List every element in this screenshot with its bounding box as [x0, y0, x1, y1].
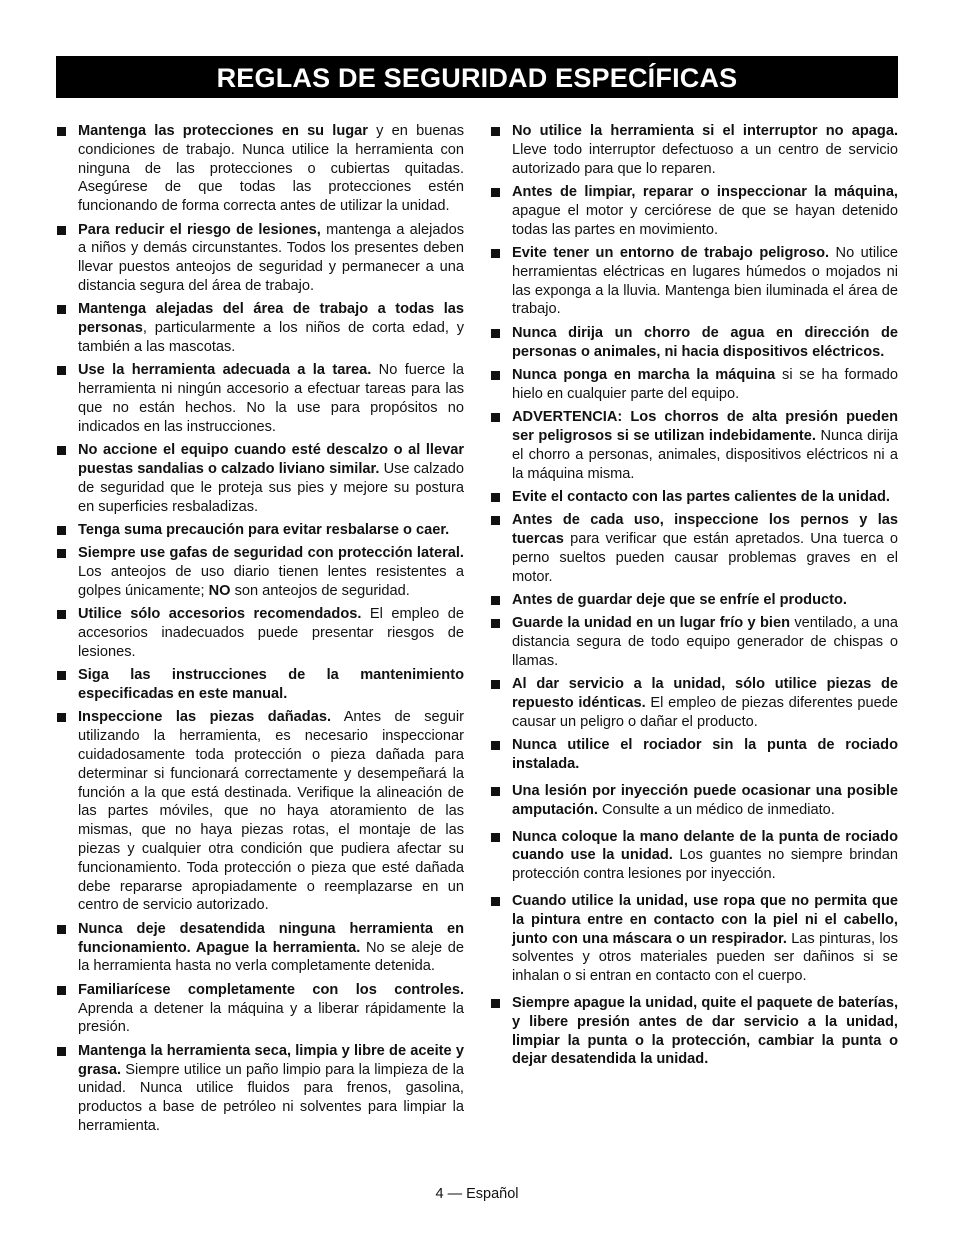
item-text: Nunca dirija el chorro a personas, animales, dispositivos eléctricos ni a la máquina misma.	[512, 427, 898, 482]
item-text: Las pinturas, los solventes y otros materiales pueden ser dañinos si se inhalan o si entran en contacto con el cuerpo.	[512, 930, 898, 985]
list-item	[56, 920, 464, 976]
square-bullet-icon	[57, 1047, 66, 1056]
square-bullet-icon	[491, 833, 500, 842]
list-item	[56, 666, 464, 704]
square-bullet-icon	[57, 713, 66, 722]
square-bullet-icon	[491, 329, 500, 338]
item-heading: Familiarícese completamente con los controles.	[78, 981, 464, 998]
square-bullet-icon	[57, 610, 66, 619]
item-text: Siempre utilice un paño limpio para la limpieza de la unidad. Nunca utilice fluidos para frenos, gasolina, productos a base de petróleo ni solventes para limpiar la herramienta.	[78, 1061, 464, 1134]
item-heading: Antes de limpiar, reparar o inspeccionar la máquina,	[512, 183, 898, 200]
square-bullet-icon	[57, 305, 66, 314]
item-heading: Mantenga la herramienta seca, limpia y libre de aceite y grasa.	[78, 1042, 464, 1078]
square-bullet-icon	[57, 526, 66, 535]
list-item	[56, 708, 464, 915]
list-item	[56, 441, 464, 516]
list-item	[490, 408, 898, 483]
item-heading: Inspeccione las piezas dañadas.	[78, 709, 331, 726]
item-text: , particularmente a los niños de corta edad, y también a las mascotas.	[78, 320, 464, 355]
list-item	[490, 183, 898, 239]
list-item	[56, 361, 464, 436]
square-bullet-icon	[57, 986, 66, 995]
list-item	[490, 488, 898, 507]
list-item	[490, 828, 898, 884]
list-item	[56, 1042, 464, 1136]
item-text: Use calzado de seguridad que le proteja sus pies y mejore su postura en superficies resbaladizas.	[78, 460, 464, 515]
list-item	[490, 244, 898, 319]
item-heading: Mantenga las protecciones en su lugar	[78, 123, 368, 139]
item-text: si se ha formado hielo en cualquier parte del equipo.	[512, 366, 898, 402]
item-text: No se aleje de la herramienta hasta no verla completamente detenida.	[78, 939, 465, 975]
item-heading: Nunca coloque la mano delante de la punta de rociado cuando use la unidad.	[512, 828, 898, 864]
square-bullet-icon	[57, 671, 66, 680]
list-item	[490, 675, 898, 731]
item-heading: Nunca dirija un chorro de agua en dirección de personas o animales, ni hacia dispositivos eléctricos.	[512, 324, 898, 360]
square-bullet-icon	[491, 897, 500, 906]
list-item	[490, 892, 898, 986]
square-bullet-icon	[57, 226, 66, 235]
square-bullet-icon	[491, 999, 500, 1008]
left-column	[56, 122, 464, 1140]
item-text: Los anteojos de uso diario tienen lentes resistentes a golpes únicamente;	[78, 564, 464, 599]
square-bullet-icon	[57, 925, 66, 934]
item-heading: No accione el equipo cuando esté descalzo o al llevar puestas sandalias o calzado liviano similar.	[78, 442, 464, 477]
list-item	[56, 300, 464, 356]
item-heading: Nunca deje desatendida ninguna herramienta en funcionamiento. Apague la herramienta.	[78, 920, 464, 956]
square-bullet-icon	[491, 596, 500, 605]
item-text: No fuerce la herramienta ni ningún accesorio a efectuar tareas para las que no están hechos. No la use para propósitos no indicados en las instrucciones.	[78, 362, 464, 435]
square-bullet-icon	[491, 680, 500, 689]
square-bullet-icon	[57, 549, 66, 558]
list-item	[490, 736, 898, 774]
item-text: para verificar que están apretados. Una tuerca o perno sueltos pueden causar problemas graves en el motor.	[512, 531, 898, 585]
item-heading: ADVERTENCIA: Los chorros de alta presión pueden ser peligrosos si se utilizan indebidamente.	[512, 409, 898, 444]
item-text: El empleo de piezas diferentes puede causar un peligro o dañar el producto.	[512, 695, 898, 731]
page-title: REGLAS DE SEGURIDAD ESPECÍFICAS	[216, 63, 738, 93]
item-text: No utilice herramientas eléctricas en lugares húmedos o mojados ni las exponga a la lluvia. Mantenga bien iluminada el área de trabajo.	[512, 244, 898, 318]
item-text: Aprenda a detener la máquina y a liberar rápidamente la presión.	[78, 1000, 464, 1036]
list-item	[490, 122, 898, 178]
item-text: son anteojos de seguridad.	[230, 582, 410, 599]
list-item	[56, 981, 464, 1037]
item-emphasis: NO	[208, 582, 231, 599]
item-heading: Siga las instrucciones de la mantenimiento especificadas en este manual.	[78, 667, 464, 703]
item-heading: Para reducir el riesgo de lesiones,	[78, 221, 321, 238]
list-item	[56, 605, 464, 661]
list-item	[56, 544, 464, 600]
item-heading: Al dar servicio a la unidad, sólo utilice piezas de repuesto idénticas.	[512, 676, 898, 712]
item-text: Consulte a un médico de inmediato.	[597, 801, 835, 818]
list-item	[490, 324, 898, 362]
item-text: mantenga a alejados a niños y demás circunstantes. Todos los presentes deben llevar puestos anteojos de seguridad y permanecer a una distancia segura del área de trabajo.	[78, 221, 464, 294]
item-heading: Antes de guardar deje que se enfríe el producto.	[512, 592, 847, 609]
list-item	[56, 122, 464, 216]
square-bullet-icon	[491, 493, 500, 502]
square-bullet-icon	[491, 127, 500, 136]
item-heading: Cuando utilice la unidad, use ropa que no permita que la pintura entre en contacto con la piel ni el cabello, junto con una máscara o un respirador.	[512, 893, 898, 947]
item-text: Los guantes no siempre brindan protección contra lesiones por inyección.	[512, 847, 898, 883]
list-item	[490, 994, 898, 1069]
item-heading: Antes de cada uso, inspeccione los pernos y las tuercas	[512, 512, 898, 548]
item-heading: Nunca ponga en marcha la máquina	[512, 366, 776, 383]
section-title-bar	[56, 56, 898, 98]
item-text: apague el motor y cerciórese de que se hayan detenido todas las partes en movimiento.	[512, 202, 898, 238]
item-text: y en buenas condiciones de trabajo. Nunca utilice la herramienta con ninguna de las protecciones o cubiertas quitadas. Asegúrese de que todas las protecciones estén funcionando de forma correcta antes de utilizar la unidad.	[78, 123, 464, 215]
square-bullet-icon	[57, 127, 66, 136]
square-bullet-icon	[491, 188, 500, 197]
list-item	[56, 221, 464, 296]
square-bullet-icon	[491, 516, 500, 525]
square-bullet-icon	[491, 787, 500, 796]
list-item	[490, 591, 898, 610]
item-heading: Guarde la unidad en un lugar frío y bien	[512, 615, 791, 632]
item-heading: Siempre apague la unidad, quite el paquete de baterías, y libere presión antes de dar servicio a la unidad, limpiar la punta o la protección, cambiar la punta o dejar desatendida la unidad.	[512, 995, 898, 1068]
list-item	[490, 782, 898, 820]
square-bullet-icon	[491, 741, 500, 750]
item-heading: Una lesión por inyección puede ocasionar una posible amputación.	[512, 783, 898, 818]
list-item	[490, 366, 898, 404]
item-heading: No utilice la herramienta si el interruptor no apaga.	[512, 123, 898, 139]
page-footer: 4 — Español	[435, 1186, 519, 1202]
item-heading: Mantenga alejadas del área de trabajo a todas las personas	[78, 301, 464, 337]
item-text: El empleo de accesorios inadecuados puede presentar riesgos de lesiones.	[78, 606, 464, 660]
list-item	[490, 511, 898, 586]
square-bullet-icon	[491, 413, 500, 422]
item-heading: Siempre use gafas de seguridad con protección lateral.	[78, 545, 464, 562]
item-heading: Tenga suma precaución para evitar resbalarse o caer.	[78, 521, 450, 538]
list-item	[56, 521, 464, 540]
item-text: Antes de seguir utilizando la herramienta, es necesario inspeccionar cuidadosamente toda protección o pieza dañada para determinar si funcionará correctamente y desempeñará la función a la que está destinada. Verifique la alineación de las partes móviles, que no haya atoramiento de las mismas, que no haya piezas rotas, el montaje de las piezas y cualquier otra condición que pudiera afectar su funcionamiento. Toda protección o pieza que esté dañada debe repararse apropiadamente o reemplazarse en un centro de servicio autorizado.	[78, 709, 464, 914]
right-column	[490, 122, 898, 1074]
square-bullet-icon	[491, 371, 500, 380]
item-heading: Evite el contacto con las partes calientes de la unidad.	[512, 488, 890, 505]
item-text: Lleve todo interruptor defectuoso a un centro de servicio autorizado para que lo reparen.	[512, 141, 898, 177]
square-bullet-icon	[491, 249, 500, 258]
square-bullet-icon	[491, 619, 500, 628]
list-item	[490, 614, 898, 670]
item-heading: Evite tener un entorno de trabajo peligroso.	[512, 244, 830, 261]
item-heading: Use la herramienta adecuada a la tarea.	[78, 362, 372, 379]
item-heading: Nunca utilice el rociador sin la punta de rociado instalada.	[512, 737, 898, 773]
square-bullet-icon	[57, 366, 66, 375]
square-bullet-icon	[57, 446, 66, 455]
item-text: ventilado, a una distancia segura de todo equipo generador de chispas o llamas.	[512, 615, 898, 670]
item-heading: Utilice sólo accesorios recomendados.	[78, 606, 362, 623]
